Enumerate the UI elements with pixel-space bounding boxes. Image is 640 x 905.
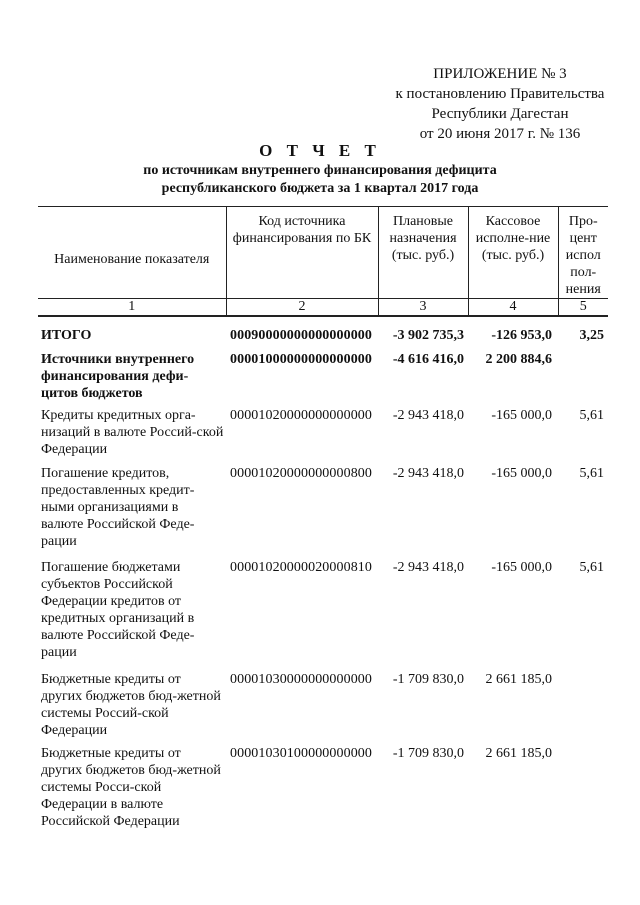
table-row <box>38 465 608 559</box>
cell-kass: 2 661 185,0 <box>485 746 552 761</box>
report-title <box>0 140 640 198</box>
appendix-title: ПРИЛОЖЕНИЕ № 3 <box>433 66 567 82</box>
column-number: 1 <box>38 299 226 317</box>
table-row <box>38 671 608 745</box>
cell-pct: 3,25 <box>579 328 604 343</box>
appendix-line: Республики Дагестан <box>431 106 569 122</box>
table-header-row <box>38 207 608 299</box>
header-code: Код источника финансирования по БК <box>226 207 378 299</box>
cell-kass: 2 661 185,0 <box>485 672 552 687</box>
table-row <box>38 559 608 671</box>
cell-code: 00001030100000000000 <box>230 746 372 761</box>
column-number: 4 <box>468 299 558 317</box>
cell-kass: -165 000,0 <box>491 560 552 575</box>
cell-plan: -2 943 418,0 <box>392 408 464 423</box>
cell-plan: -1 709 830,0 <box>392 746 464 761</box>
appendix-header <box>380 64 620 144</box>
header-kass: Кассовое исполне-ние (тыс. руб.) <box>468 207 558 299</box>
cell-pct <box>558 745 608 830</box>
cell-name: Бюджетные кредиты от других бюджетов бюд-жетной системы Россий-ской Федерации <box>41 672 221 738</box>
cell-code: 00090000000000000000 <box>230 328 372 343</box>
cell-name: Бюджетные кредиты от других бюджетов бюд-жетной системы Росси-ской Федерации в валюте Российской Федерации <box>41 746 221 829</box>
cell-name: Кредиты кредитных орга-низаций в валюте Россий-ской Федерации <box>41 408 224 457</box>
cell-code: 00001030000000000000 <box>230 672 372 687</box>
cell-code: 00001020000000000800 <box>230 466 372 481</box>
cell-kass: -126 953,0 <box>491 328 552 343</box>
cell-plan: -3 902 735,3 <box>392 328 464 343</box>
report-subtitle: республиканского бюджета за 1 квартал 2017 года <box>161 181 479 196</box>
cell-code: 00001020000000000000 <box>230 408 372 423</box>
header-pct: Про-цент испол пол-нения <box>558 207 608 299</box>
column-number-row <box>38 299 608 317</box>
cell-plan: -2 943 418,0 <box>392 466 464 481</box>
table-row <box>38 745 608 830</box>
cell-pct: 5,61 <box>579 408 604 423</box>
cell-kass: -165 000,0 <box>491 466 552 481</box>
cell-pct: 5,61 <box>579 560 604 575</box>
cell-plan: -2 943 418,0 <box>392 560 464 575</box>
report-table <box>38 206 608 830</box>
header-name: Наименование показателя <box>38 207 226 299</box>
table-row <box>38 316 608 351</box>
appendix-date: от 20 июня 2017 г. № 136 <box>419 126 581 142</box>
cell-name: Погашение бюджетами субъектов Российской Федерации кредитов от кредитных организаций в валюте Российской Феде-рации <box>41 560 195 660</box>
table-row <box>38 351 608 407</box>
cell-plan: -1 709 830,0 <box>392 672 464 687</box>
header-plan: Плановые назначения (тыс. руб.) <box>378 207 468 299</box>
cell-pct <box>558 351 608 407</box>
cell-code: 00001000000000000000 <box>230 352 372 367</box>
cell-kass: 2 200 884,6 <box>485 352 552 367</box>
column-number: 5 <box>558 299 608 317</box>
cell-name: Погашение кредитов, предоставленных кредит-ными организациями в валюте Российской Феде-рации <box>41 466 195 549</box>
cell-plan: -4 616 416,0 <box>392 352 464 367</box>
column-number: 2 <box>226 299 378 317</box>
cell-name: ИТОГО <box>41 328 92 343</box>
table-row <box>38 407 608 465</box>
column-number: 3 <box>378 299 468 317</box>
cell-pct: 5,61 <box>579 466 604 481</box>
appendix-line: к постановлению Правительства <box>395 86 605 102</box>
report-title-main: О Т Ч Е Т <box>259 141 381 160</box>
cell-pct <box>558 671 608 745</box>
cell-kass: -165 000,0 <box>491 408 552 423</box>
cell-name: Источники внутреннего финансирования дефи-цитов бюджетов <box>41 352 195 401</box>
report-subtitle: по источникам внутреннего финансирования дефицита <box>143 163 497 178</box>
cell-code: 00001020000020000810 <box>230 560 372 575</box>
